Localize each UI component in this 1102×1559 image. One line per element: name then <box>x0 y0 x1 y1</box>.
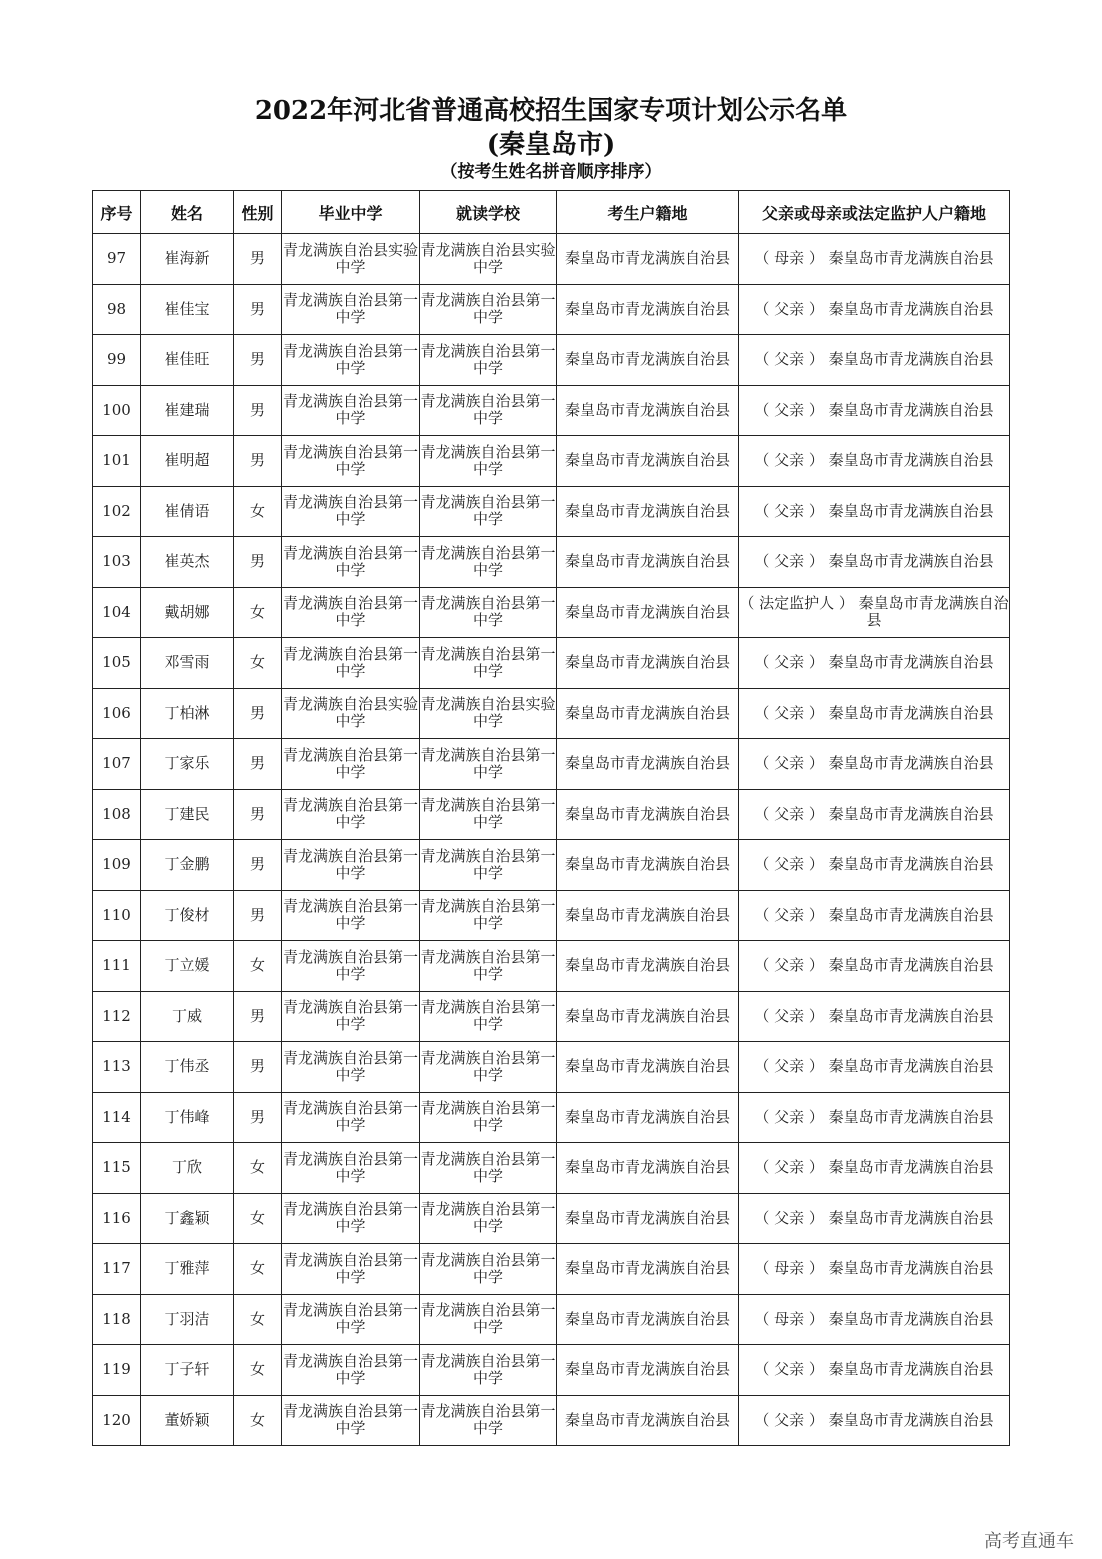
cell-parent-huji: （ 父亲 ） 秦皇岛市青龙满族自治县 <box>739 1042 1010 1093</box>
cell-gender: 男 <box>234 991 282 1042</box>
table-row <box>93 789 1010 840</box>
cell-gender: 女 <box>234 1143 282 1194</box>
table-row <box>93 385 1010 436</box>
cell-grad-school: 青龙满族自治县第一中学 <box>282 1042 420 1093</box>
cell-grad-school: 青龙满族自治县第一中学 <box>282 1092 420 1143</box>
cell-school: 青龙满族自治县第一中学 <box>420 1395 557 1446</box>
cell-no: 107 <box>93 739 141 790</box>
cell-school: 青龙满族自治县第一中学 <box>420 1193 557 1244</box>
cell-school: 青龙满族自治县第一中学 <box>420 1345 557 1396</box>
document-sort-note: （按考生姓名拼音顺序排序） <box>440 162 662 182</box>
table-header-row <box>93 191 1010 234</box>
document-title: 2022年河北省普通高校招生国家专项计划公示名单 <box>254 96 848 126</box>
cell-huji: 秦皇岛市青龙满族自治县 <box>557 537 739 588</box>
cell-gender: 女 <box>234 1395 282 1446</box>
cell-grad-school: 青龙满族自治县第一中学 <box>282 486 420 537</box>
cell-name: 丁立媛 <box>141 941 234 992</box>
cell-parent-huji: （ 父亲 ） 秦皇岛市青龙满族自治县 <box>739 941 1010 992</box>
cell-huji: 秦皇岛市青龙满族自治县 <box>557 335 739 386</box>
cell-gender: 男 <box>234 840 282 891</box>
cell-huji: 秦皇岛市青龙满族自治县 <box>557 587 739 638</box>
cell-huji: 秦皇岛市青龙满族自治县 <box>557 789 739 840</box>
cell-name: 丁家乐 <box>141 739 234 790</box>
cell-parent-huji: （ 父亲 ） 秦皇岛市青龙满族自治县 <box>739 335 1010 386</box>
cell-school: 青龙满族自治县实验中学 <box>420 688 557 739</box>
cell-name: 崔英杰 <box>141 537 234 588</box>
table-row <box>93 840 1010 891</box>
cell-grad-school: 青龙满族自治县第一中学 <box>282 1193 420 1244</box>
cell-parent-huji: （ 父亲 ） 秦皇岛市青龙满族自治县 <box>739 1193 1010 1244</box>
cell-parent-huji: （ 父亲 ） 秦皇岛市青龙满族自治县 <box>739 1092 1010 1143</box>
cell-school: 青龙满族自治县第一中学 <box>420 890 557 941</box>
cell-no: 116 <box>93 1193 141 1244</box>
cell-school: 青龙满族自治县第一中学 <box>420 1042 557 1093</box>
cell-gender: 男 <box>234 890 282 941</box>
cell-gender: 女 <box>234 1244 282 1295</box>
cell-parent-huji: （ 父亲 ） 秦皇岛市青龙满族自治县 <box>739 739 1010 790</box>
cell-school: 青龙满族自治县第一中学 <box>420 335 557 386</box>
cell-parent-huji: （ 父亲 ） 秦皇岛市青龙满族自治县 <box>739 638 1010 689</box>
table-row <box>93 1092 1010 1143</box>
cell-no: 97 <box>93 234 141 285</box>
cell-no: 98 <box>93 284 141 335</box>
cell-no: 113 <box>93 1042 141 1093</box>
cell-name: 崔倩语 <box>141 486 234 537</box>
cell-huji: 秦皇岛市青龙满族自治县 <box>557 284 739 335</box>
cell-no: 120 <box>93 1395 141 1446</box>
table-row <box>93 890 1010 941</box>
header-huji: 考生户籍地 <box>557 191 739 234</box>
cell-no: 104 <box>93 587 141 638</box>
cell-grad-school: 青龙满族自治县第一中学 <box>282 335 420 386</box>
cell-parent-huji: （ 父亲 ） 秦皇岛市青龙满族自治县 <box>739 385 1010 436</box>
table-row <box>93 688 1010 739</box>
cell-gender: 男 <box>234 234 282 285</box>
cell-school: 青龙满族自治县第一中学 <box>420 789 557 840</box>
cell-name: 丁羽洁 <box>141 1294 234 1345</box>
cell-school: 青龙满族自治县实验中学 <box>420 234 557 285</box>
cell-school: 青龙满族自治县第一中学 <box>420 941 557 992</box>
table-row <box>93 234 1010 285</box>
table-row <box>93 1193 1010 1244</box>
cell-huji: 秦皇岛市青龙满族自治县 <box>557 1345 739 1396</box>
cell-school: 青龙满族自治县第一中学 <box>420 385 557 436</box>
cell-no: 100 <box>93 385 141 436</box>
cell-no: 112 <box>93 991 141 1042</box>
cell-gender: 男 <box>234 537 282 588</box>
cell-name: 邓雪雨 <box>141 638 234 689</box>
cell-no: 110 <box>93 890 141 941</box>
cell-grad-school: 青龙满族自治县第一中学 <box>282 890 420 941</box>
cell-no: 118 <box>93 1294 141 1345</box>
cell-huji: 秦皇岛市青龙满族自治县 <box>557 1143 739 1194</box>
table-row <box>93 638 1010 689</box>
cell-school: 青龙满族自治县第一中学 <box>420 1294 557 1345</box>
cell-grad-school: 青龙满族自治县第一中学 <box>282 991 420 1042</box>
header-no: 序号 <box>93 191 141 234</box>
cell-gender: 女 <box>234 1294 282 1345</box>
cell-huji: 秦皇岛市青龙满族自治县 <box>557 739 739 790</box>
header-parent-huji: 父亲或母亲或法定监护人户籍地 <box>739 191 1010 234</box>
cell-name: 丁子轩 <box>141 1345 234 1396</box>
table-row <box>93 335 1010 386</box>
cell-grad-school: 青龙满族自治县第一中学 <box>282 941 420 992</box>
cell-huji: 秦皇岛市青龙满族自治县 <box>557 1193 739 1244</box>
cell-parent-huji: （ 母亲 ） 秦皇岛市青龙满族自治县 <box>739 1244 1010 1295</box>
cell-gender: 女 <box>234 486 282 537</box>
cell-name: 丁伟峰 <box>141 1092 234 1143</box>
cell-name: 崔佳宝 <box>141 284 234 335</box>
table-row <box>93 1244 1010 1295</box>
cell-gender: 男 <box>234 335 282 386</box>
cell-huji: 秦皇岛市青龙满族自治县 <box>557 234 739 285</box>
cell-school: 青龙满族自治县第一中学 <box>420 587 557 638</box>
cell-gender: 男 <box>234 739 282 790</box>
cell-grad-school: 青龙满族自治县第一中学 <box>282 1395 420 1446</box>
cell-no: 105 <box>93 638 141 689</box>
cell-gender: 女 <box>234 638 282 689</box>
cell-grad-school: 青龙满族自治县第一中学 <box>282 840 420 891</box>
cell-school: 青龙满族自治县第一中学 <box>420 739 557 790</box>
cell-no: 101 <box>93 436 141 487</box>
watermark-text: 高考直通车 <box>984 1531 1074 1552</box>
cell-gender: 男 <box>234 284 282 335</box>
cell-parent-huji: （ 法定监护人 ） 秦皇岛市青龙满族自治县 <box>739 587 1010 638</box>
cell-parent-huji: （ 母亲 ） 秦皇岛市青龙满族自治县 <box>739 1294 1010 1345</box>
cell-huji: 秦皇岛市青龙满族自治县 <box>557 1042 739 1093</box>
cell-grad-school: 青龙满族自治县第一中学 <box>282 436 420 487</box>
cell-parent-huji: （ 父亲 ） 秦皇岛市青龙满族自治县 <box>739 890 1010 941</box>
header-name: 姓名 <box>141 191 234 234</box>
table-row <box>93 1042 1010 1093</box>
cell-no: 99 <box>93 335 141 386</box>
cell-school: 青龙满族自治县第一中学 <box>420 638 557 689</box>
cell-parent-huji: （ 父亲 ） 秦皇岛市青龙满族自治县 <box>739 1143 1010 1194</box>
cell-grad-school: 青龙满族自治县第一中学 <box>282 638 420 689</box>
cell-huji: 秦皇岛市青龙满族自治县 <box>557 385 739 436</box>
cell-school: 青龙满族自治县第一中学 <box>420 840 557 891</box>
cell-huji: 秦皇岛市青龙满族自治县 <box>557 436 739 487</box>
cell-school: 青龙满族自治县第一中学 <box>420 537 557 588</box>
cell-grad-school: 青龙满族自治县第一中学 <box>282 537 420 588</box>
cell-grad-school: 青龙满族自治县第一中学 <box>282 385 420 436</box>
cell-gender: 男 <box>234 385 282 436</box>
cell-grad-school: 青龙满族自治县第一中学 <box>282 1143 420 1194</box>
cell-huji: 秦皇岛市青龙满族自治县 <box>557 486 739 537</box>
roster-table <box>92 190 1010 1446</box>
cell-name: 崔明超 <box>141 436 234 487</box>
header-grad-school: 毕业中学 <box>282 191 420 234</box>
cell-no: 111 <box>93 941 141 992</box>
cell-parent-huji: （ 父亲 ） 秦皇岛市青龙满族自治县 <box>739 1395 1010 1446</box>
cell-name: 丁威 <box>141 991 234 1042</box>
cell-gender: 女 <box>234 1345 282 1396</box>
cell-huji: 秦皇岛市青龙满族自治县 <box>557 991 739 1042</box>
cell-name: 丁伟丞 <box>141 1042 234 1093</box>
cell-grad-school: 青龙满族自治县第一中学 <box>282 1294 420 1345</box>
cell-parent-huji: （ 父亲 ） 秦皇岛市青龙满族自治县 <box>739 284 1010 335</box>
cell-parent-huji: （ 父亲 ） 秦皇岛市青龙满族自治县 <box>739 537 1010 588</box>
cell-gender: 女 <box>234 941 282 992</box>
cell-name: 丁俊材 <box>141 890 234 941</box>
table-row <box>93 739 1010 790</box>
cell-name: 董娇颖 <box>141 1395 234 1446</box>
cell-grad-school: 青龙满族自治县第一中学 <box>282 587 420 638</box>
cell-name: 崔建瑞 <box>141 385 234 436</box>
cell-parent-huji: （ 父亲 ） 秦皇岛市青龙满族自治县 <box>739 840 1010 891</box>
cell-gender: 女 <box>234 587 282 638</box>
table-row <box>93 941 1010 992</box>
cell-huji: 秦皇岛市青龙满族自治县 <box>557 1092 739 1143</box>
table-row <box>93 436 1010 487</box>
table-row <box>93 1345 1010 1396</box>
table-row <box>93 991 1010 1042</box>
cell-name: 丁鑫颖 <box>141 1193 234 1244</box>
header-school: 就读学校 <box>420 191 557 234</box>
table-row <box>93 587 1010 638</box>
cell-name: 丁金鹏 <box>141 840 234 891</box>
cell-school: 青龙满族自治县第一中学 <box>420 436 557 487</box>
cell-no: 109 <box>93 840 141 891</box>
cell-name: 丁建民 <box>141 789 234 840</box>
cell-huji: 秦皇岛市青龙满族自治县 <box>557 688 739 739</box>
cell-grad-school: 青龙满族自治县实验中学 <box>282 688 420 739</box>
cell-name: 丁雅萍 <box>141 1244 234 1295</box>
cell-name: 崔佳旺 <box>141 335 234 386</box>
cell-no: 117 <box>93 1244 141 1295</box>
cell-huji: 秦皇岛市青龙满族自治县 <box>557 638 739 689</box>
table-body <box>93 234 1010 1446</box>
cell-grad-school: 青龙满族自治县第一中学 <box>282 1244 420 1295</box>
cell-no: 115 <box>93 1143 141 1194</box>
cell-school: 青龙满族自治县第一中学 <box>420 991 557 1042</box>
cell-grad-school: 青龙满族自治县第一中学 <box>282 1345 420 1396</box>
table-row <box>93 1294 1010 1345</box>
cell-no: 106 <box>93 688 141 739</box>
cell-no: 119 <box>93 1345 141 1396</box>
cell-name: 丁欣 <box>141 1143 234 1194</box>
cell-parent-huji: （ 父亲 ） 秦皇岛市青龙满族自治县 <box>739 789 1010 840</box>
cell-huji: 秦皇岛市青龙满族自治县 <box>557 1294 739 1345</box>
cell-no: 108 <box>93 789 141 840</box>
cell-grad-school: 青龙满族自治县第一中学 <box>282 789 420 840</box>
cell-parent-huji: （ 父亲 ） 秦皇岛市青龙满族自治县 <box>739 436 1010 487</box>
cell-huji: 秦皇岛市青龙满族自治县 <box>557 1244 739 1295</box>
cell-no: 103 <box>93 537 141 588</box>
table-row <box>93 1395 1010 1446</box>
cell-gender: 男 <box>234 789 282 840</box>
cell-parent-huji: （ 母亲 ） 秦皇岛市青龙满族自治县 <box>739 234 1010 285</box>
cell-school: 青龙满族自治县第一中学 <box>420 1143 557 1194</box>
cell-gender: 男 <box>234 688 282 739</box>
document-subtitle-city: (秦皇岛市) <box>486 130 616 160</box>
table-row <box>93 1143 1010 1194</box>
cell-parent-huji: （ 父亲 ） 秦皇岛市青龙满族自治县 <box>739 991 1010 1042</box>
table-row <box>93 537 1010 588</box>
cell-school: 青龙满族自治县第一中学 <box>420 486 557 537</box>
cell-parent-huji: （ 父亲 ） 秦皇岛市青龙满族自治县 <box>739 1345 1010 1396</box>
cell-name: 崔海新 <box>141 234 234 285</box>
cell-parent-huji: （ 父亲 ） 秦皇岛市青龙满族自治县 <box>739 486 1010 537</box>
cell-huji: 秦皇岛市青龙满族自治县 <box>557 1395 739 1446</box>
cell-huji: 秦皇岛市青龙满族自治县 <box>557 941 739 992</box>
cell-no: 102 <box>93 486 141 537</box>
table-row <box>93 486 1010 537</box>
cell-huji: 秦皇岛市青龙满族自治县 <box>557 840 739 891</box>
cell-parent-huji: （ 父亲 ） 秦皇岛市青龙满族自治县 <box>739 688 1010 739</box>
header-gender: 性别 <box>234 191 282 234</box>
cell-school: 青龙满族自治县第一中学 <box>420 284 557 335</box>
cell-grad-school: 青龙满族自治县第一中学 <box>282 739 420 790</box>
cell-grad-school: 青龙满族自治县第一中学 <box>282 284 420 335</box>
cell-grad-school: 青龙满族自治县实验中学 <box>282 234 420 285</box>
cell-school: 青龙满族自治县第一中学 <box>420 1244 557 1295</box>
table-row <box>93 284 1010 335</box>
cell-gender: 男 <box>234 436 282 487</box>
cell-gender: 男 <box>234 1042 282 1093</box>
cell-huji: 秦皇岛市青龙满族自治县 <box>557 890 739 941</box>
cell-school: 青龙满族自治县第一中学 <box>420 1092 557 1143</box>
cell-no: 114 <box>93 1092 141 1143</box>
cell-gender: 男 <box>234 1092 282 1143</box>
cell-name: 丁柏淋 <box>141 688 234 739</box>
cell-name: 戴胡娜 <box>141 587 234 638</box>
cell-gender: 女 <box>234 1193 282 1244</box>
